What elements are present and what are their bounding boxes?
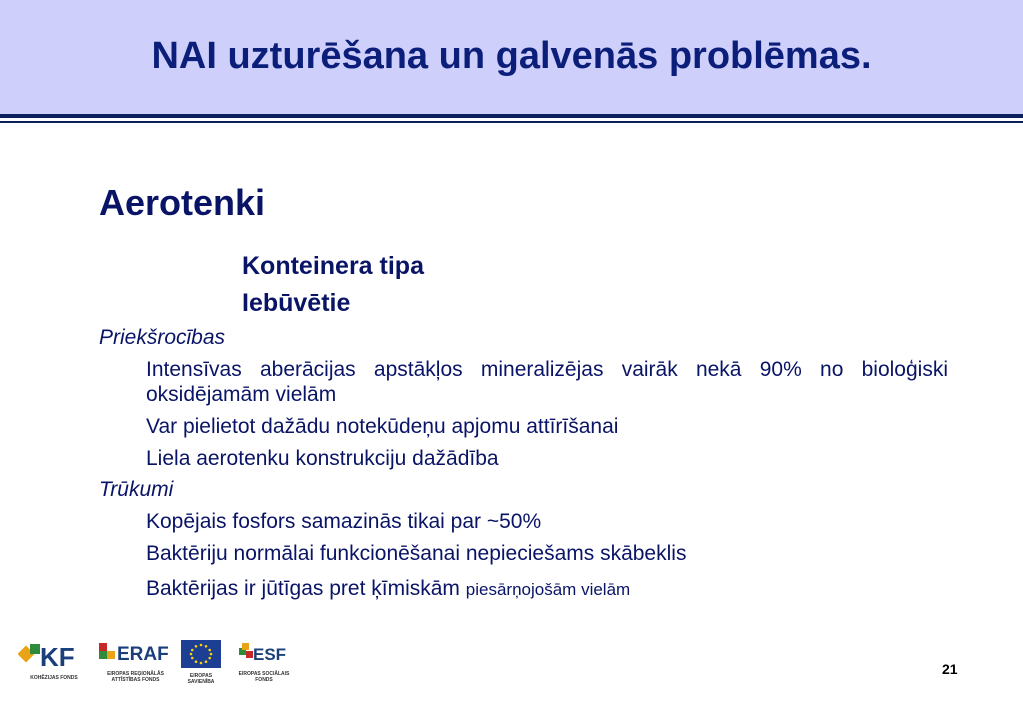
subheading-container-type: Konteinera tipa (242, 252, 424, 280)
subheading-built-in: Iebūvētie (242, 289, 351, 317)
advantage-item: Liela aerotenku konstrukciju dažādība (146, 447, 499, 470)
svg-text:ERAF: ERAF (117, 644, 169, 665)
kf-logo (18, 640, 90, 681)
disadvantage-item: Kopējais fosfors samazinās tikai par ~50% (146, 510, 542, 533)
eraf-caption: EIROPAS REĢIONĀLĀS ATTĪSTĪBAS FONDS (107, 671, 164, 683)
eraf-logo-icon (98, 640, 173, 666)
esf-logo-icon (238, 640, 290, 666)
svg-text:ESF: ESF (253, 645, 287, 664)
disadvantage-item (146, 576, 630, 601)
esf-logo (238, 640, 290, 683)
advantage-item: Var pielietot dažādu notekūdeņu apjomu attīrīšanai (146, 415, 619, 438)
esf-caption: EIROPAS SOCIĀLAIS FONDS (238, 671, 290, 683)
eu-caption: EIROPAS SAVIENĪBA (187, 673, 215, 685)
svg-text:KF: KF (40, 642, 75, 670)
disadvantage-item: Baktēriju normālai funkcionēšanai nepieciešams skābeklis (146, 542, 687, 565)
page-number: 21 (942, 661, 958, 677)
disadvantages-label: Trūkumi (99, 478, 174, 501)
eu-flag-logo (181, 640, 221, 685)
title-bar (0, 0, 1023, 118)
kf-logo-icon (18, 640, 90, 670)
eu-flag-icon (181, 640, 221, 668)
slide-title: NAI uzturēšana un galvenās problēmas. (151, 34, 872, 77)
disadvantage-item-small: piesārņojošām vielām (465, 580, 631, 599)
advantages-label: Priekšrocības (99, 326, 226, 349)
title-underline (0, 121, 1023, 123)
advantage-item: Intensīvas aberācijas apstākļos mineralizējas vairāk nekā 90% no bioloģiski oksidējamām vielām (146, 358, 948, 407)
disadvantage-item-main: Baktērijas ir jūtīgas pret ķīmiskām (146, 577, 460, 600)
eraf-logo (98, 640, 173, 683)
section-heading: Aerotenki (99, 182, 266, 223)
kf-caption: KOHĒZIJAS FONDS (30, 675, 78, 681)
